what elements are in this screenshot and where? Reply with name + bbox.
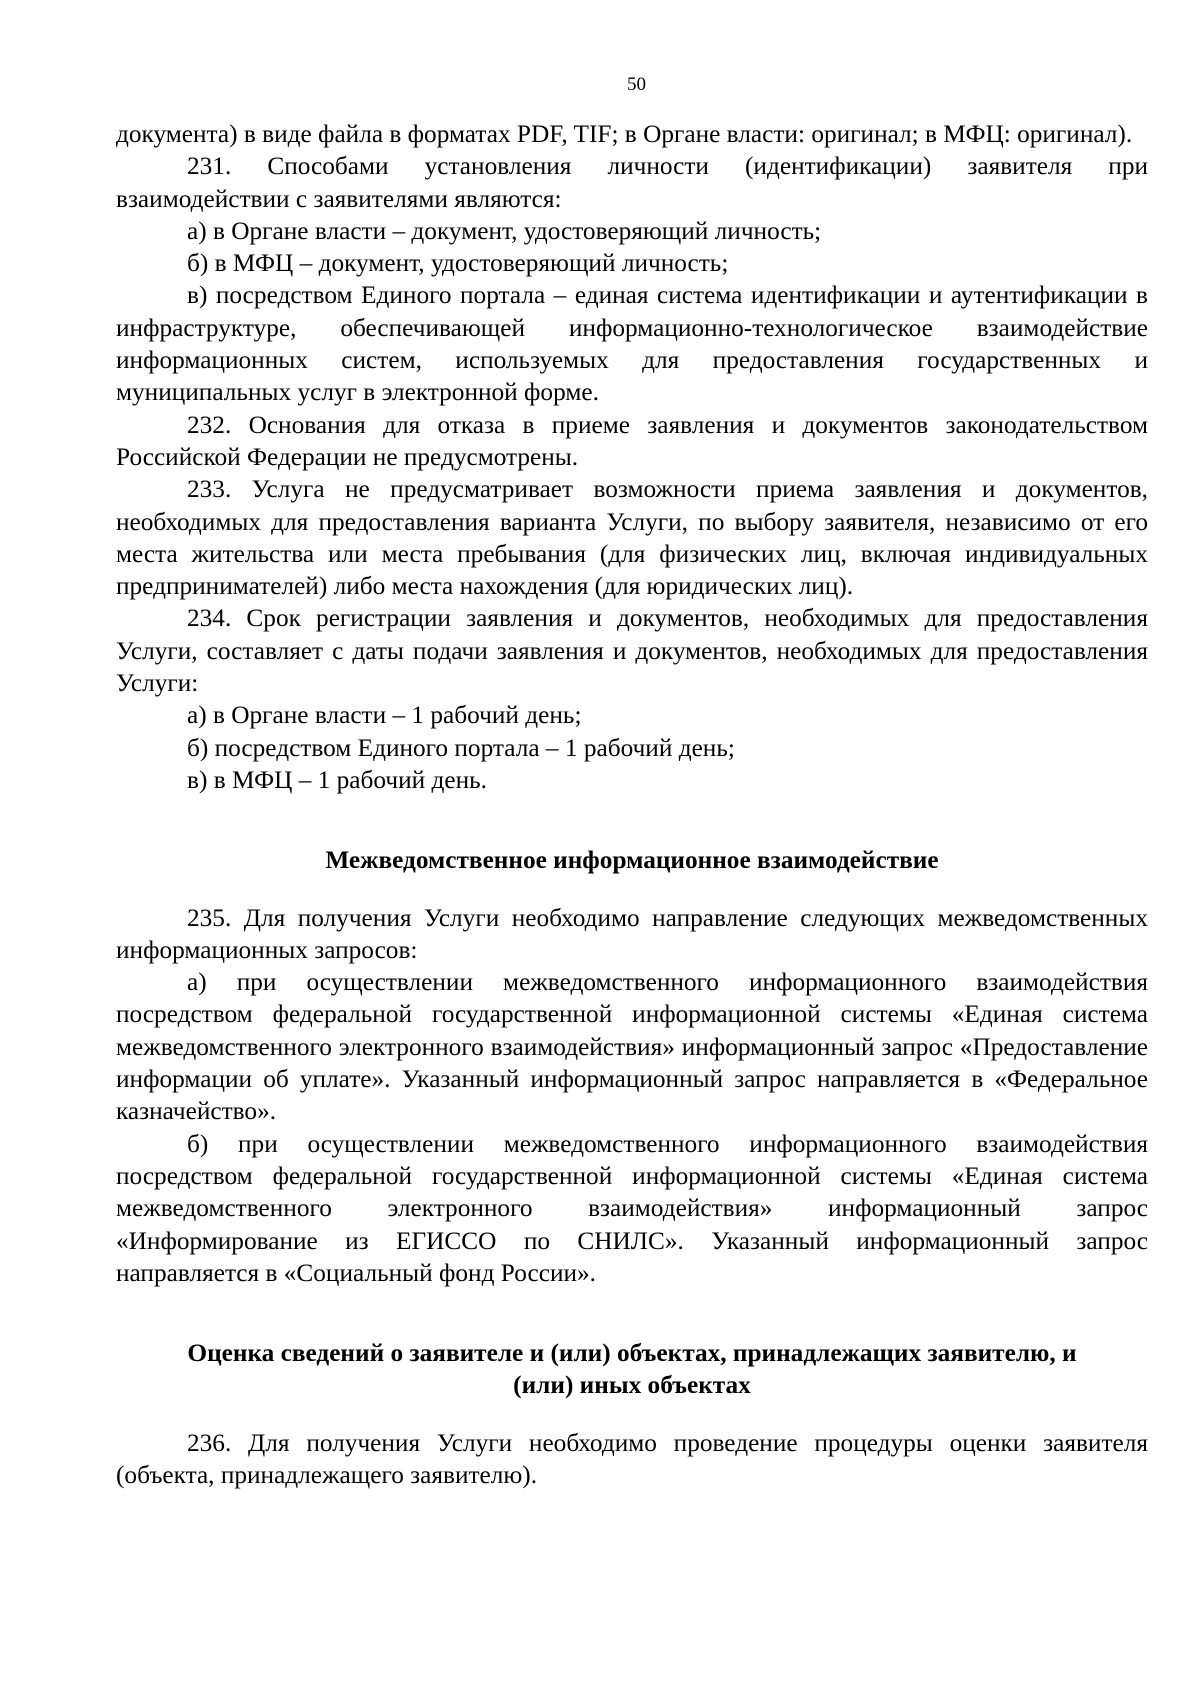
list-item: б) в МФЦ – документ, удостоверяющий личность; (187, 249, 729, 278)
paragraph: 235. Для получения Услуги необходимо направление следующих межведомственных информационных запросов: (116, 903, 1148, 964)
paragraph: 234. Срок регистрации заявления и документов, необходимых для предоставления Услуги, составляет с даты подачи заявления и документов, необходимых для предоставления Услуги: (116, 604, 1148, 698)
section-heading-line: (или) иных объектах (513, 1371, 751, 1400)
list-item: б) посредством Единого портала – 1 рабочий день; (187, 733, 735, 762)
paragraph: 233. Услуга не предусматривает возможности приема заявления и документов, необходимых для предоставления варианта Услуги, по выбору заявителя, независимо от его места жительства или места пребывания (для физических лиц, включая индивидуальных предпринимателей) либо места нахождения (для юридических лиц). (116, 475, 1148, 601)
list-item: а) в Органе власти – документ, удостоверяющий личность; (187, 216, 822, 245)
paragraph: 232. Основания для отказа в приеме заявления и документов законодательством Российской Федерации не предусмотрены. (116, 410, 1148, 471)
list-item: б) при осуществлении межведомственного информационного взаимодействия посредством федеральной государственной информационной системы «Единая система межведомственного электронного взаимодействия» информационный запрос «Информирование из ЕГИССО по СНИЛС». Указанный информационный запрос направляется в «Социальный фонд России». (116, 1129, 1148, 1287)
list-item: в) посредством Единого портала – единая система идентификации и аутентификации в инфраструктуре, обеспечивающей информационно-технологическое взаимодействие информационных систем, используемых для предоставления государственных и муниципальных услуг в электронной форме. (116, 281, 1148, 407)
paragraph: 236. Для получения Услуги необходимо проведение процедуры оценки заявителя (объекта, принадлежащего заявителю). (116, 1428, 1148, 1489)
section-heading: Межведомственное информационное взаимодействие (325, 846, 939, 875)
document-body (116, 118, 1148, 1491)
section-heading-line: Оценка сведений о заявителе и (или) объектах, принадлежащих заявителю, и (187, 1339, 1077, 1368)
list-item: а) при осуществлении межведомственного информационного взаимодействия посредством федеральной государственной информационной системы «Единая система межведомственного электронного взаимодействия» информационный запрос «Предоставление информации об уплате». Указанный информационный запрос направляется в «Федеральное казначейство». (116, 968, 1148, 1126)
paragraph: 231. Способами установления личности (идентификации) заявителя при взаимодействии с заявителями являются: (116, 152, 1148, 213)
list-item: а) в Органе власти – 1 рабочий день; (187, 701, 582, 730)
page-number: 50 (627, 74, 646, 95)
section-heading (116, 1337, 1148, 1402)
paragraph: документа) в виде файла в форматах PDF, TIF; в Органе власти: оригинал; в МФЦ: оригинал). (116, 120, 1133, 148)
list-item: в) в МФЦ – 1 рабочий день. (187, 765, 488, 794)
